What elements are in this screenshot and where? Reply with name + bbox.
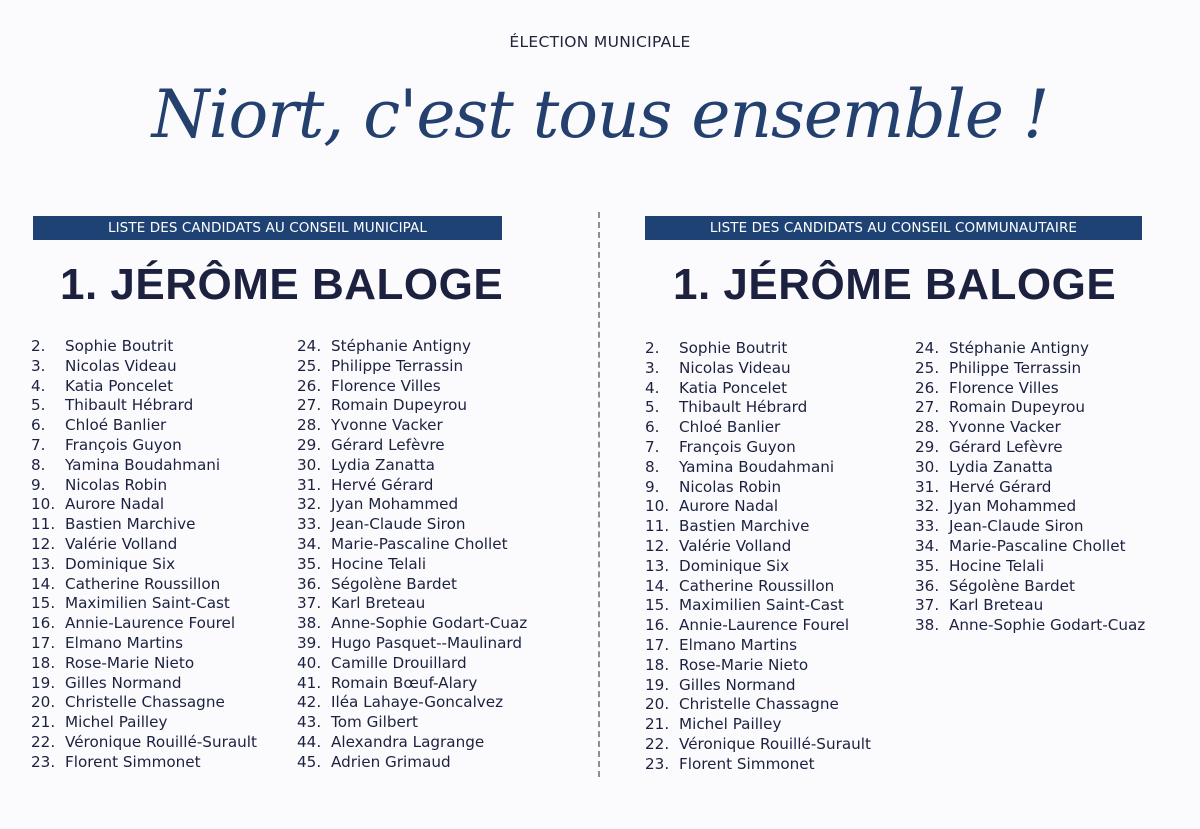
candidate-name: Hugo Pasquet--Maulinard <box>331 633 523 652</box>
candidate-number: 2. <box>645 339 660 357</box>
candidate-number: 30. <box>297 455 322 474</box>
candidate-number: 25. <box>297 356 322 375</box>
candidate-number: 20. <box>645 695 670 714</box>
candidate-number: 13. <box>31 554 56 573</box>
candidate-number: 31. <box>915 477 940 496</box>
candidate-row <box>645 656 871 676</box>
candidate-number: 20. <box>31 693 56 712</box>
candidate-number: 12. <box>645 536 670 555</box>
candidate-name: Annie-Laurence Fourel <box>65 614 236 633</box>
candidate-number: 5. <box>645 398 660 417</box>
candidate-row <box>645 755 871 775</box>
candidate-name: Gilles Normand <box>679 675 796 694</box>
candidate-number: 8. <box>31 455 46 474</box>
candidate-row <box>31 654 257 674</box>
candidate-name: Nicolas Robin <box>65 475 168 494</box>
candidate-number: 6. <box>31 416 46 435</box>
candidate-number: 44. <box>297 732 322 751</box>
candidate-name: Lydia Zanatta <box>949 457 1053 476</box>
candidate-number: 7. <box>645 437 660 456</box>
candidate-number: 29. <box>297 435 322 454</box>
candidate-name: Karl Breteau <box>949 596 1044 615</box>
candidate-name: Yamina Boudahmani <box>65 455 221 474</box>
candidate-name: Florent Simmonet <box>679 754 815 773</box>
candidate-number: 4. <box>645 378 660 397</box>
candidate-name: Nicolas Videau <box>679 358 791 377</box>
candidate-row <box>297 693 527 713</box>
municipal-list-banner: LISTE DES CANDIDATS AU CONSEIL MUNICIPAL <box>33 216 502 240</box>
candidate-number: 15. <box>31 594 56 613</box>
candidate-number: 36. <box>915 576 940 595</box>
candidate-name: Rose-Marie Nieto <box>679 655 809 674</box>
candidate-number: 21. <box>31 713 56 732</box>
candidate-row <box>297 575 527 595</box>
candidate-name: Nicolas Robin <box>679 477 782 496</box>
candidate-name: Bastien Marchive <box>679 517 810 536</box>
candidate-name: Elmano Martins <box>679 635 798 654</box>
candidate-number: 36. <box>297 574 322 593</box>
candidate-number: 2. <box>31 337 46 355</box>
candidate-name: Elmano Martins <box>65 633 184 652</box>
candidate-name: Véronique Rouillé-Surault <box>679 734 871 753</box>
candidate-number: 37. <box>915 596 940 615</box>
candidate-number: 23. <box>31 752 56 771</box>
candidate-number: 34. <box>915 536 940 555</box>
candidate-name: Hocine Telali <box>949 556 1045 575</box>
candidate-row <box>31 753 257 773</box>
candidate-number: 19. <box>645 675 670 694</box>
candidate-number: 16. <box>645 616 670 635</box>
communautaire-list-banner: LISTE DES CANDIDATS AU CONSEIL COMMUNAUTAIRE <box>645 216 1142 240</box>
candidate-row <box>31 575 257 595</box>
candidate-name: Yamina Boudahmani <box>679 457 835 476</box>
candidate-row <box>31 594 257 614</box>
candidate-number: 38. <box>915 616 940 635</box>
candidate-row <box>915 497 1145 517</box>
candidate-row <box>645 438 871 458</box>
candidate-name: Iléa Lahaye-Goncalvez <box>331 693 504 712</box>
candidate-number: 26. <box>297 376 322 395</box>
candidate-number: 26. <box>915 378 940 397</box>
candidate-name: Aurore Nadal <box>65 495 165 514</box>
candidate-number: 9. <box>645 477 660 496</box>
candidate-row <box>297 614 527 634</box>
candidate-name: Hocine Telali <box>331 554 427 573</box>
candidate-name: Christelle Chassagne <box>65 693 225 712</box>
candidate-name: Hervé Gérard <box>331 475 434 494</box>
candidate-row <box>297 515 527 535</box>
candidate-name: Anne-Sophie Godart-Cuaz <box>949 616 1146 635</box>
candidate-number: 24. <box>915 339 940 357</box>
candidate-name: Yvonne Vacker <box>331 416 443 435</box>
candidate-name: Valérie Volland <box>679 536 792 555</box>
candidate-row <box>915 577 1145 597</box>
candidate-name: Florence Villes <box>949 378 1059 397</box>
candidate-name: Annie-Laurence Fourel <box>679 616 850 635</box>
candidate-number: 14. <box>31 574 56 593</box>
candidate-number: 34. <box>297 534 322 553</box>
candidate-row <box>297 753 527 773</box>
candidate-name: Gérard Lefèvre <box>949 437 1063 456</box>
candidate-row <box>297 436 527 456</box>
candidate-name: Katia Poncelet <box>679 378 788 397</box>
campaign-slogan: Niort, c'est tous ensemble ! <box>151 76 1049 153</box>
candidate-name: Katia Poncelet <box>65 376 174 395</box>
candidate-row <box>31 634 257 654</box>
candidate-number: 7. <box>31 435 46 454</box>
election-header: ÉLECTION MUNICIPALE <box>509 33 691 51</box>
candidate-name: Dominique Six <box>65 554 176 573</box>
candidate-number: 13. <box>645 556 670 575</box>
candidate-name: Chloé Banlier <box>679 418 781 437</box>
candidate-number: 11. <box>31 515 56 534</box>
candidate-row <box>297 555 527 575</box>
candidate-number: 19. <box>31 673 56 692</box>
candidate-number: 14. <box>645 576 670 595</box>
candidate-row <box>31 476 257 496</box>
candidate-name: Véronique Rouillé-Surault <box>65 732 257 751</box>
candidate-row <box>645 636 871 656</box>
candidate-name: Tom Gilbert <box>331 713 418 732</box>
candidate-name: Nicolas Videau <box>65 356 177 375</box>
candidate-name: Christelle Chassagne <box>679 695 839 714</box>
candidate-row <box>645 359 871 379</box>
candidate-row <box>297 456 527 476</box>
candidate-number: 23. <box>645 754 670 773</box>
candidate-number: 38. <box>297 614 322 633</box>
candidate-number: 40. <box>297 653 322 672</box>
candidate-row <box>645 398 871 418</box>
candidate-number: 30. <box>915 457 940 476</box>
candidate-number: 6. <box>645 418 660 437</box>
candidate-row <box>31 515 257 535</box>
candidate-number: 17. <box>645 635 670 654</box>
candidate-row <box>31 614 257 634</box>
candidate-row <box>645 497 871 517</box>
candidate-row <box>31 495 257 515</box>
candidate-row <box>645 596 871 616</box>
candidate-row <box>915 616 1145 636</box>
candidate-row <box>645 379 871 399</box>
candidate-number: 10. <box>31 495 56 514</box>
candidate-name: Sophie Boutrit <box>679 339 788 357</box>
candidate-row <box>915 359 1145 379</box>
candidate-row <box>297 357 527 377</box>
candidate-row <box>645 735 871 755</box>
candidate-name: Florence Villes <box>331 376 441 395</box>
candidate-row <box>645 577 871 597</box>
candidate-row <box>915 339 1145 359</box>
municipal-head-candidate: 1. JÉRÔME BALOGE <box>60 260 504 309</box>
candidate-name: Philippe Terrassin <box>331 356 464 375</box>
candidate-number: 27. <box>915 398 940 417</box>
candidate-number: 39. <box>297 633 322 652</box>
candidate-number: 35. <box>915 556 940 575</box>
candidate-number: 9. <box>31 475 46 494</box>
candidate-row <box>645 557 871 577</box>
candidate-name: Florent Simmonet <box>65 752 201 771</box>
candidate-name: Romain Dupeyrou <box>949 398 1086 417</box>
municipal-col-1 <box>31 337 257 773</box>
candidate-name: Sophie Boutrit <box>65 337 174 355</box>
candidate-name: Stéphanie Antigny <box>949 339 1089 357</box>
candidate-row <box>645 418 871 438</box>
candidate-row <box>297 396 527 416</box>
candidate-name: Alexandra Lagrange <box>331 732 485 751</box>
candidate-number: 32. <box>915 497 940 516</box>
candidate-row <box>915 596 1145 616</box>
candidate-number: 28. <box>915 418 940 437</box>
candidate-row <box>915 438 1145 458</box>
candidate-row <box>297 377 527 397</box>
candidate-number: 4. <box>31 376 46 395</box>
candidate-row <box>31 436 257 456</box>
candidate-name: Thibault Hébrard <box>679 398 808 417</box>
municipal-col-2 <box>297 337 527 773</box>
candidate-number: 45. <box>297 752 322 771</box>
candidate-name: Yvonne Vacker <box>949 418 1061 437</box>
candidate-number: 17. <box>31 633 56 652</box>
candidate-number: 43. <box>297 713 322 732</box>
candidate-row <box>31 733 257 753</box>
candidate-number: 25. <box>915 358 940 377</box>
candidate-row <box>31 396 257 416</box>
candidate-row <box>297 713 527 733</box>
candidate-row <box>645 458 871 478</box>
candidate-name: Marie-Pascaline Chollet <box>949 536 1126 555</box>
candidate-name: Ségolène Bardet <box>331 574 457 593</box>
candidate-number: 15. <box>645 596 670 615</box>
candidate-number: 31. <box>297 475 322 494</box>
candidate-row <box>297 495 527 515</box>
candidate-number: 10. <box>645 497 670 516</box>
candidate-number: 35. <box>297 554 322 573</box>
candidate-name: Aurore Nadal <box>679 497 779 516</box>
candidate-row <box>645 616 871 636</box>
candidate-row <box>31 377 257 397</box>
candidate-name: Karl Breteau <box>331 594 426 613</box>
candidate-number: 32. <box>297 495 322 514</box>
candidate-name: Jyan Mohammed <box>949 497 1077 516</box>
candidate-row <box>31 416 257 436</box>
candidate-row <box>645 676 871 696</box>
candidate-row <box>297 535 527 555</box>
candidate-row <box>31 337 257 357</box>
candidate-name: Romain Dupeyrou <box>331 396 468 415</box>
candidate-name: Anne-Sophie Godart-Cuaz <box>331 614 528 633</box>
candidate-name: Dominique Six <box>679 556 790 575</box>
candidate-name: Jean-Claude Siron <box>949 517 1084 536</box>
candidate-number: 22. <box>645 734 670 753</box>
candidate-number: 29. <box>915 437 940 456</box>
candidate-number: 24. <box>297 337 322 355</box>
candidate-row <box>645 695 871 715</box>
candidate-row <box>915 517 1145 537</box>
candidate-number: 18. <box>31 653 56 672</box>
candidate-row <box>31 674 257 694</box>
communautaire-head-candidate: 1. JÉRÔME BALOGE <box>673 260 1117 309</box>
candidate-name: Bastien Marchive <box>65 515 196 534</box>
candidate-row <box>645 478 871 498</box>
candidate-number: 22. <box>31 732 56 751</box>
candidate-row <box>915 537 1145 557</box>
candidate-row <box>31 713 257 733</box>
candidate-name: Catherine Roussillon <box>679 576 835 595</box>
candidate-name: Maximilien Saint-Cast <box>679 596 844 615</box>
candidate-row <box>915 418 1145 438</box>
candidate-name: François Guyon <box>65 435 182 454</box>
dashed-divider <box>598 212 600 777</box>
candidate-number: 5. <box>31 396 46 415</box>
candidate-number: 3. <box>31 356 46 375</box>
candidate-number: 33. <box>297 515 322 534</box>
candidate-row <box>915 398 1145 418</box>
candidate-number: 28. <box>297 416 322 435</box>
candidate-name: Thibault Hébrard <box>65 396 194 415</box>
candidate-name: Hervé Gérard <box>949 477 1052 496</box>
candidate-name: Jean-Claude Siron <box>331 515 466 534</box>
candidate-name: Maximilien Saint-Cast <box>65 594 230 613</box>
candidate-name: Stéphanie Antigny <box>331 337 471 355</box>
candidate-name: Michel Pailley <box>679 715 782 734</box>
candidate-row <box>645 537 871 557</box>
candidate-name: Michel Pailley <box>65 713 168 732</box>
candidate-name: Marie-Pascaline Chollet <box>331 534 508 553</box>
candidate-row <box>915 478 1145 498</box>
candidate-number: 21. <box>645 715 670 734</box>
candidate-row <box>645 339 871 359</box>
candidate-row <box>297 654 527 674</box>
candidate-row <box>31 357 257 377</box>
candidate-number: 41. <box>297 673 322 692</box>
candidate-number: 16. <box>31 614 56 633</box>
communautaire-col-2 <box>915 339 1145 636</box>
candidate-number: 42. <box>297 693 322 712</box>
communautaire-col-1 <box>645 339 871 775</box>
candidate-name: François Guyon <box>679 437 796 456</box>
candidate-row <box>915 379 1145 399</box>
candidate-name: Adrien Grimaud <box>331 752 451 771</box>
candidate-name: Camille Drouillard <box>331 653 467 672</box>
candidate-name: Gérard Lefèvre <box>331 435 445 454</box>
candidate-number: 33. <box>915 517 940 536</box>
candidate-row <box>31 693 257 713</box>
candidate-number: 3. <box>645 358 660 377</box>
candidate-number: 11. <box>645 517 670 536</box>
candidate-number: 18. <box>645 655 670 674</box>
candidate-row <box>297 634 527 654</box>
candidate-row <box>297 733 527 753</box>
candidate-number: 8. <box>645 457 660 476</box>
candidate-row <box>31 456 257 476</box>
candidate-number: 12. <box>31 534 56 553</box>
candidate-name: Rose-Marie Nieto <box>65 653 195 672</box>
candidate-name: Gilles Normand <box>65 673 182 692</box>
candidate-name: Philippe Terrassin <box>949 358 1082 377</box>
candidate-row <box>297 674 527 694</box>
candidate-row <box>645 517 871 537</box>
candidate-row <box>915 458 1145 478</box>
candidate-row <box>915 557 1145 577</box>
candidate-name: Catherine Roussillon <box>65 574 221 593</box>
candidate-row <box>297 594 527 614</box>
candidate-name: Lydia Zanatta <box>331 455 435 474</box>
candidate-row <box>31 535 257 555</box>
candidate-row <box>645 715 871 735</box>
candidate-name: Chloé Banlier <box>65 416 167 435</box>
candidate-number: 27. <box>297 396 322 415</box>
candidate-number: 37. <box>297 594 322 613</box>
candidate-name: Valérie Volland <box>65 534 178 553</box>
candidate-row <box>297 337 527 357</box>
candidate-name: Romain Bœuf-Alary <box>331 673 478 692</box>
candidate-name: Ségolène Bardet <box>949 576 1075 595</box>
candidate-row <box>297 416 527 436</box>
candidate-row <box>297 476 527 496</box>
candidate-name: Jyan Mohammed <box>331 495 459 514</box>
candidate-row <box>31 555 257 575</box>
